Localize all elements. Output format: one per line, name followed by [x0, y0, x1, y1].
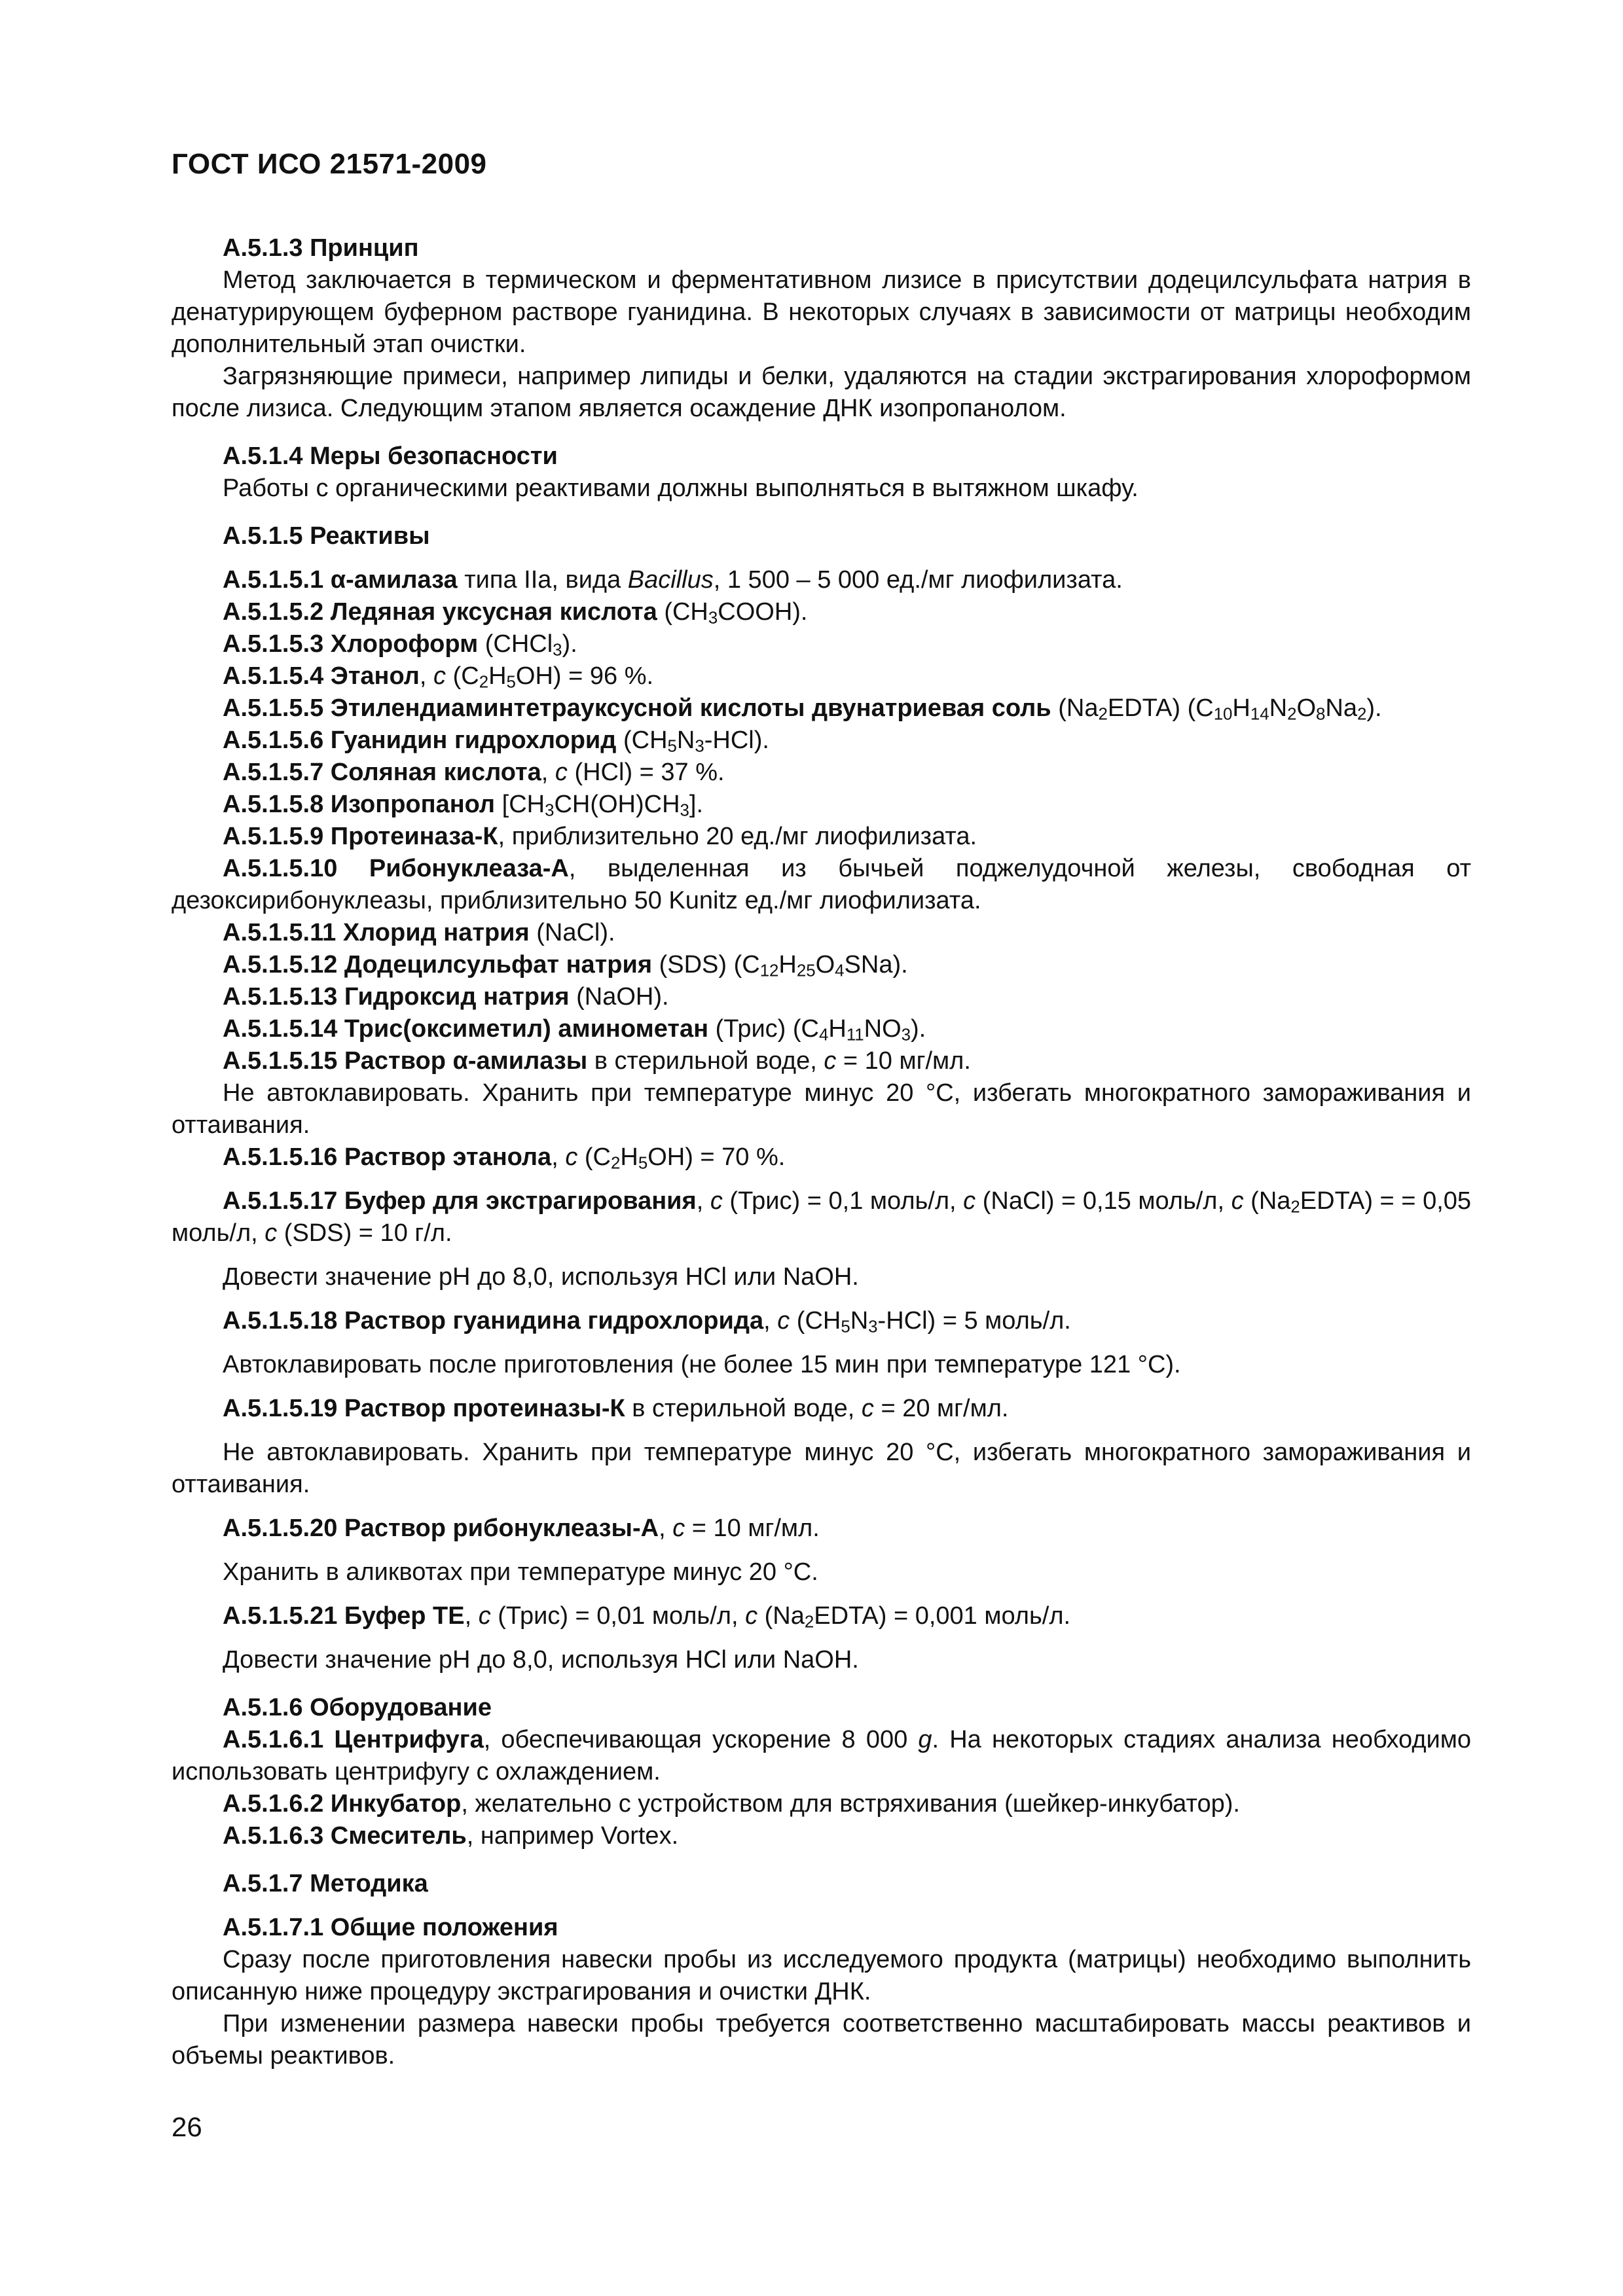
reagent-item: А.5.1.5.1 α-амилаза типа IIa, вида Bacillus, 1 500 – 5 000 ед./мг лиофилизата.: [223, 566, 1123, 594]
document-body: [172, 232, 1471, 2072]
reagent-item: А.5.1.5.3 Хлороформ (CHCl$_3$).: [223, 630, 577, 660]
reagent-item: А.5.1.5.2 Ледяная уксусная кислота $(CH_3COOH)$.: [223, 598, 808, 628]
reagent-note: Довести значение pH до 8,0, используя HCl или NaOH.: [223, 1263, 859, 1291]
reagent-item: А.5.1.5.20 Раствор рибонуклеазы-А, c = 10 мг/мл.: [223, 1515, 820, 1542]
paragraph: При изменении размера навески пробы требуется соответственно масштабировать массы реактивов и объемы реактивов.: [172, 2010, 1471, 2070]
paragraph: Сразу после приготовления навески пробы из исследуемого продукта (матрицы) необходимо выполнить описанную ниже процедуру экстрагирования и очистки ДНК.: [172, 1946, 1471, 2005]
paragraph: Работы с органическими реактивами должны выполняться в вытяжном шкафу.: [223, 475, 1139, 502]
equipment-item: А.5.1.6.1 Центрифуга, обеспечивающая ускорение 8 000 g. На некоторых стадиях анализа необходимо использовать центрифугу с охлаждением.: [172, 1726, 1471, 1785]
reagent-item: А.5.1.5.6 Гуанидин гидрохлорид $(CH_5N_3-HCl)$.: [223, 726, 769, 756]
reagent-item: А.5.1.5.4 Этанол, c $(C_2H_5OH) = 96$ %.: [223, 662, 654, 692]
document-header: ГОСТ ИСО 21571-2009: [172, 148, 487, 180]
reagent-item: А.5.1.5.9 Протеиназа-К, приблизительно 20 ед./мг лиофилизата.: [223, 823, 977, 850]
subsection-heading-general: А.5.1.7.1 Общие положения: [223, 1914, 558, 1941]
reagent-note: Не автоклавировать. Хранить при температуре минус 20 °С, избегать многократного замораживания и оттаивания.: [172, 1439, 1471, 1498]
reagent-item: А.5.1.5.18 Раствор гуанидина гидрохлорида, c $(CH_5N_3-HCl) = 5$ моль/л.: [223, 1307, 1071, 1336]
reagent-item: А.5.1.5.21 Буфер ТЕ, c (Трис) = 0,01 моль/л, c $(Na_2EDTA) = 0,001$ моль/л.: [223, 1602, 1071, 1632]
reagent-note: Не автоклавировать. Хранить при температуре минус 20 °С, избегать многократного замораживания и оттаивания.: [172, 1079, 1471, 1139]
reagent-item: А.5.1.5.14 Трис(оксиметил) аминометан (Трис) $(C_4H_{11}NO_3)$.: [223, 1015, 926, 1045]
reagent-item: А.5.1.5.12 Додецилсульфат натрия (SDS) $(C_{12}H_{25}O_4SNa)$.: [223, 951, 908, 980]
reagent-note: Автоклавировать после приготовления (не более 15 мин при температуре 121 °С).: [223, 1351, 1181, 1378]
reagent-item: А.5.1.5.5 Этилендиаминтетрауксусной кислоты двунатриевая соль $(Na_2EDTA)$ $(C_{10}H_{14}N_2O_8Na_2)$.: [223, 694, 1382, 724]
paragraph: Метод заключается в термическом и ферментативном лизисе в присутствии додецилсульфата натрия в денатурирующем буферном растворе гуанидина. В некоторых случаях в зависимости от матрицы необходим дополнительный этап очистки.: [172, 266, 1471, 358]
paragraph: Загрязняющие примеси, например липиды и белки, удаляются на стадии экстрагирования хлороформом после лизиса. Следующим этапом является осаждение ДНК изопропанолом.: [172, 363, 1471, 422]
section-heading-safety: А.5.1.4 Меры безопасности: [223, 442, 558, 470]
reagent-item: А.5.1.5.15 Раствор α-амилазы в стерильной воде, c = 10 мг/мл.: [223, 1047, 971, 1075]
reagent-item: А.5.1.5.17 Буфер для экстрагирования, c (Трис) = 0,1 моль/л, c (NaCl) = 0,15 моль/л, c $(Na_2EDTA)$ = = 0,05 моль/л, c (SDS) = 10 г/л.: [172, 1187, 1472, 1247]
reagent-item: А.5.1.5.19 Раствор протеиназы-К в стерильной воде, c = 20 мг/мл.: [223, 1395, 1009, 1422]
reagent-item: А.5.1.5.11 Хлорид натрия (NaCl).: [223, 919, 615, 946]
reagent-item: А.5.1.5.16 Раствор этанола, c $(C_2H_5OH) = 70$ %.: [223, 1143, 786, 1173]
reagent-item: А.5.1.5.10 Рибонуклеаза-А, выделенная из бычьей поджелудочной железы, свободная от дезоксирибонуклеазы, приблизительно 50 Kunitz ед./мг лиофилизата.: [172, 855, 1471, 914]
reagent-item: А.5.1.5.13 Гидроксид натрия (NaOH).: [223, 983, 669, 1011]
section-heading-principle: А.5.1.3 Принцип: [223, 234, 419, 262]
page-number: 26: [172, 2111, 202, 2142]
section-heading-method: А.5.1.7 Методика: [223, 1870, 428, 1897]
reagent-note: Хранить в аликвотах при температуре минус 20 °С.: [223, 1558, 818, 1586]
reagent-item: А.5.1.5.7 Соляная кислота, c (HCl) = 37 %.: [223, 759, 725, 786]
section-heading-equipment: А.5.1.6 Оборудование: [223, 1694, 492, 1721]
reagent-item: А.5.1.5.8 Изопропанол $[CH_3CH(OH)CH_3]$.: [223, 791, 704, 820]
section-heading-reagents: А.5.1.5 Реактивы: [223, 522, 430, 550]
equipment-item: А.5.1.6.3 Смеситель, например Vortex.: [223, 1822, 679, 1850]
equipment-item: А.5.1.6.2 Инкубатор, желательно с устройством для встряхивания (шейкер-инкубатор).: [223, 1790, 1240, 1818]
reagent-note: Довести значение pH до 8,0, используя HCl или NaOH.: [223, 1646, 859, 1674]
